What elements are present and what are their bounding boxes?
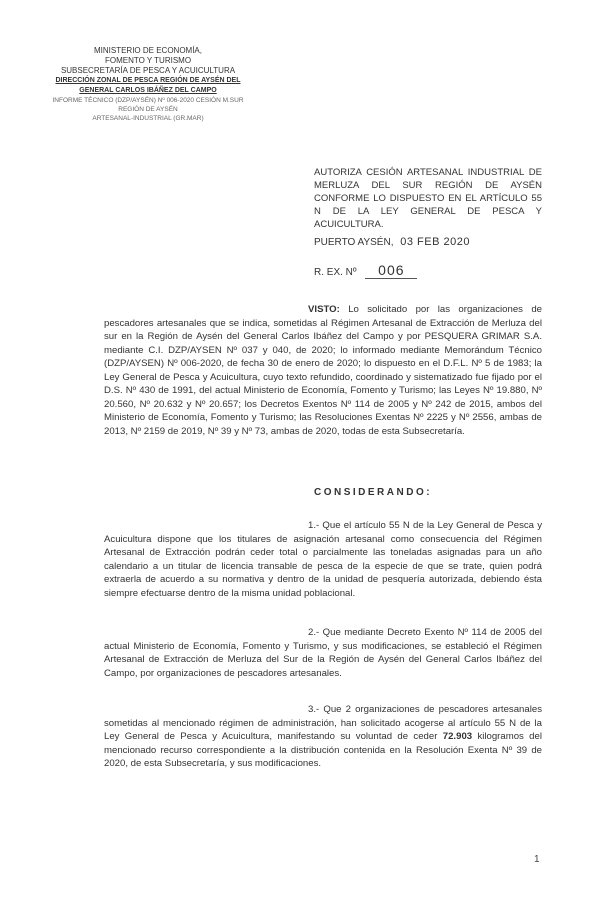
informe-type: ARTESANAL-INDUSTRIAL (GR.MAR)	[92, 115, 204, 122]
place: PUERTO AYSÉN,	[314, 237, 394, 248]
considerando-3	[104, 703, 542, 771]
considerando-number: 2.-	[308, 627, 320, 638]
ministry-name-2: FOMENTO Y TURISMO	[104, 56, 192, 65]
letterhead	[48, 46, 248, 123]
date-stamp: 03 FEB 2020	[400, 236, 470, 248]
visto-paragraph	[104, 303, 542, 438]
direccion-zonal: DIRECCIÓN ZONAL DE PESCA REGIÓN DE AYSÉN DEL	[55, 77, 241, 84]
considerando-text: Que 2 organizaciones de pescadores artesanales sometidas al mencionado régimen de administración, han solicitado acogerse al artículo 55 N de la Ley General de Pesca y Acuicultura, manifestando su voluntad de ceder	[104, 704, 542, 742]
resolution-number	[314, 262, 417, 279]
ministry-name: MINISTERIO DE ECONOMÍA,	[93, 46, 202, 55]
resolution-summary: AUTORIZA CESIÓN ARTESANAL INDUSTRIAL DE MERLUZA DEL SUR REGIÓN DE AYSÉN CONFORME LO DISPUESTO EN EL ARTÍCULO 55 N DE LA LEY GENERAL DE PESCA Y ACUICULTURA.	[314, 167, 542, 230]
informe-region: REGIÓN DE AYSÉN	[118, 106, 178, 113]
visto-label: VISTO:	[308, 304, 340, 315]
informe-ref: INFORME TÉCNICO (DZP/AYSÉN) Nº 006-2020 CESIÓN M.SUR	[52, 97, 244, 104]
considerando-number: 1.-	[308, 520, 320, 531]
place-date	[314, 236, 470, 248]
rex-label: R. EX. Nº	[314, 267, 357, 278]
rex-number: 006	[365, 262, 417, 279]
direccion-zonal-2: GENERAL CARLOS IBÁÑEZ DEL CAMPO	[79, 87, 217, 94]
considerando-1	[104, 519, 542, 600]
considerando-title: CONSIDERANDO:	[314, 487, 433, 498]
cession-amount: 72.903	[442, 731, 473, 742]
considerando-2	[104, 626, 542, 680]
considerando-text: Que el artículo 55 N de la Ley General de Pesca y Acuicultura dispone que los titulares de asignación artesanal como consecuencia del Régimen Artesanal de Extracción podrán ceder total o parcialmente las toneladas asignadas para un año calendario a un titular de licencia transable de pesca de la especie de que se trate, quien podrá extraerla de acuerdo a su normativa y dentro de la unidad de pesquería autorizada, debiendo ésta siempre efectuarse dentro de la misma unidad poblacional.	[104, 520, 542, 599]
page-number: 1	[534, 854, 540, 865]
considerando-number: 3.-	[308, 704, 320, 715]
visto-text: Lo solicitado por las organizaciones de pescadores artesanales que se indica, sometidas al Régimen Artesanal de Extracción de Merluza del sur en la Región de Aysén del General Carlos Ibáñez del Campo y por PESQUERA GRIMAR S.A. mediante C.I. DZP/AYSEN Nº 037 y 040, de 2020; lo informado mediante Memorándum Técnico (DZP/AYSEN) Nº 006-2020, de fecha 30 de enero de 2020; lo dispuesto en el D.F.L. Nº 5 de 1983; la Ley General de Pesca y Acuicultura, cuyo texto refundido, coordinado y sistematizado fue fijado por el D.S. Nº 430 de 1991, del actual Ministerio de Economía, Fomento y Turismo; las Leyes Nº 19.880, Nº 20.560, Nº 20.632 y Nº 20.657; los Decretos Exentos Nº 114 de 2005 y Nº 242 de 2015, ambos del Ministerio de Economía, Fomento y Turismo; las Resoluciones Exentas Nº 2225 y Nº 2556, ambas de 2013, Nº 2159 de 2019, Nº 39 y Nº 73, ambas de 2020, todas de esta Subsecretaría.	[104, 304, 542, 437]
considerando-text-cont: kilogramos del mencionado recurso correspondiente a la distribución contenida en la Resolución Exenta Nº 39 de 2020, de esta Subsecretaría, y sus modificaciones.	[104, 731, 542, 769]
subsecretaria-name: SUBSECRETARÍA DE PESCA Y ACUICULTURA	[60, 66, 236, 75]
considerando-text: Que mediante Decreto Exento Nº 114 de 2005 del actual Ministerio de Economía, Fomento y Turismo, y sus modificaciones, se estableció el Régimen Artesanal de Extracción de Merluza del Sur de la Región de Aysén del General Carlos Ibáñez del Campo, por organizaciones de pescadores artesanales.	[104, 627, 542, 679]
